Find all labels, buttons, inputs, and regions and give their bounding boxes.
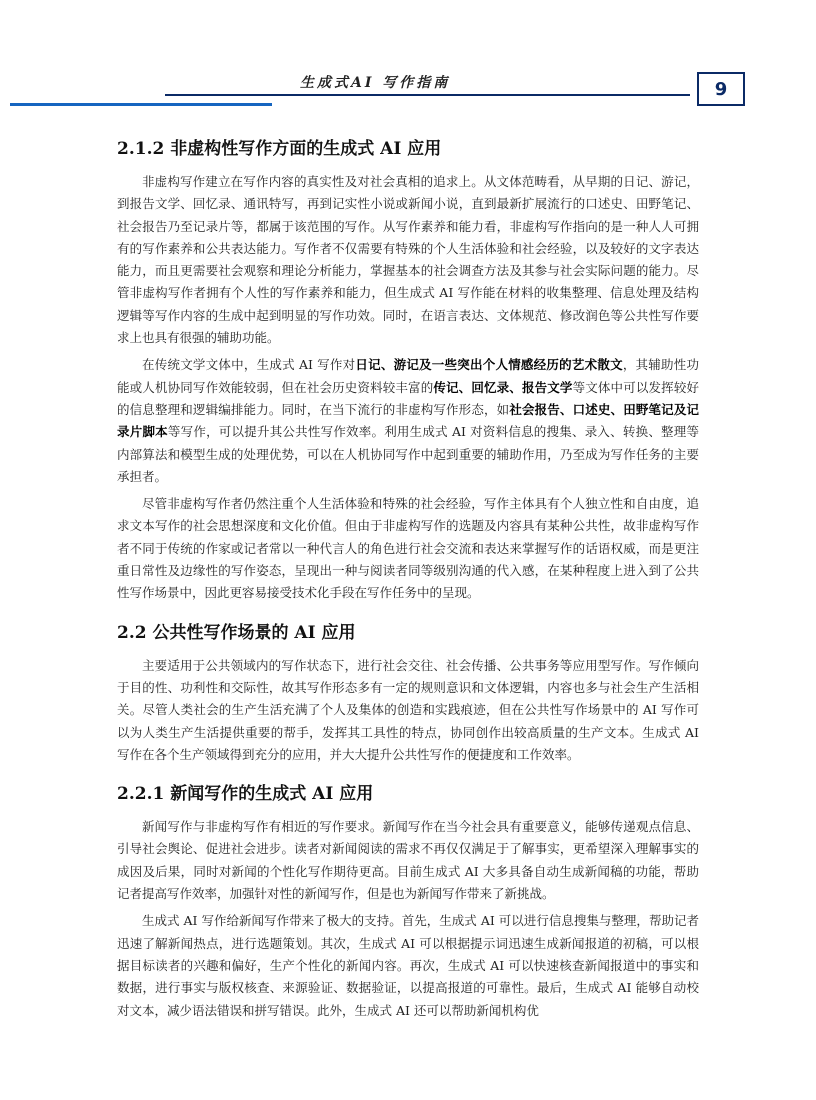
emphasis-text: 社会报告、口述史、田野笔记及记录片脚本 [117, 401, 699, 440]
paragraph-with-emphasis [117, 354, 699, 488]
header-accent-rule [10, 103, 272, 106]
paragraph: 非虚构写作建立在写作内容的真实性及对社会真相的追求上。从文体范畴看，从早期的日记、游记，到报告文学、回忆录、通讯特写，再到记实性小说或新闻小说，直到最新扩展流行的口述史、田野笔记、社会报告乃至记录片等，都属于该范围的写作。从写作素养和能力看，非虚构写作指向的是一种人人可拥有的写作素养和公共表达能力。写作者不仅需要有特殊的个人生活体验和社会经验，以及较好的文字表达能力，而且更需要社会观察和理论分析能力，掌握基本的社会调查方法及其参与社会实际问题的能力。尽管非虚构写作者拥有个人性的写作素养和能力，但生成式 AI 写作能在材料的收集整理、信息处理及结构逻辑等写作内容的生成中起到明显的写作功效。同时，在语言表达、文体规范、修改润色等公共性写作要求上也具有很强的辅助功能。 [117, 174, 699, 346]
page-number: 9 [697, 72, 745, 106]
text-run: 等文体中可以发挥较好的信息整理和逻辑编排能力。同时，在当下流行的非虚构写作形态，如 [117, 379, 699, 417]
text-run: 在传统文学文体中，生成式 AI 写作对 [142, 357, 356, 373]
section-heading-2-1-2: 2.1.2 非虚构性写作方面的生成式 AI 应用 [117, 139, 442, 159]
running-title: 生成式AI 写作指南 [300, 75, 451, 91]
paragraph: 主要适用于公共领域内的写作状态下，进行社会交往、社会传播、公共事务等应用型写作。写作倾向于目的性、功利性和交际性，故其写作形态多有一定的规则意识和文体逻辑，内容也多与社会生产生活相关。尽管人类社会的生产生活充满了个人及集体的创造和实践痕迹，但在公共性写作场景中的 AI 写作可以为人类生产生活提供重要的帮手，发挥其工具性的特点，协同创作出较高质量的生产文本。生成式 AI 写作在各个生产领域得到充分的应用，并大大提升公共性写作的便捷度和工作效率。 [117, 657, 699, 762]
paragraph: 新闻写作与非虚构写作有相近的写作要求。新闻写作在当今社会具有重要意义，能够传递观点信息、引导社会舆论、促进社会进步。读者对新闻阅读的需求不再仅仅满足于了解事实，更希望深入理解事实的成因及后果，同时对新闻的个性化写作期待更高。目前生成式 AI 大多具备自动生成新闻稿的功能，帮助记者提高写作效率，加强针对性的新闻写作，但是也为新闻写作带来了新挑战。 [117, 819, 699, 902]
text-run: 等写作，可以提升其公共性写作效率。利用生成式 AI 对资料信息的搜集、录入、转换、整理等内部算法和模型生成的处理优势，可以在人机协同写作中起到重要的辅助作用，乃至成为写作任务的主要承担者。 [117, 424, 699, 484]
emphasis-text: 日记、游记及一些突出个人情感经历的艺术散文 [355, 357, 623, 373]
section-heading-2-2-1: 2.2.1 新闻写作的生成式 AI 应用 [117, 784, 374, 805]
header-rule [165, 94, 690, 96]
paragraph: 尽管非虚构写作者仍然注重个人生活体验和特殊的社会经验，写作主体具有个人独立性和自由度，追求文本写作的社会思想深度和文化价值。但由于非虚构写作的选题及内容具有某种公共性，故非虚构写作者不同于传统的作家或记者常以一种代言人的角色进行社会交流和表达来掌握写作的话语权威，而是更注重日常性及边缘性的写作姿态，呈现出一种与阅读者同等级别沟通的代入感，在某种程度上进入到了公共性写作场景中，因此更容易接受技术化手段在写作任务中的呈现。 [117, 496, 699, 601]
page-body [117, 125, 699, 1027]
paragraph: 生成式 AI 写作给新闻写作带来了极大的支持。首先，生成式 AI 可以进行信息搜集与整理，帮助记者迅速了解新闻热点，进行选题策划。其次，生成式 AI 可以根据提示词迅速生成新闻报道的初稿，可以根据目标读者的兴趣和偏好，生产个性化的新闻内容。再次，生成式 AI 可以快速核查新闻报道中的事实和数据，进行事实与版权核查、来源验证、数据验证，以提高报道的可靠性。最后，生成式 AI 能够自动校对文本，减少语法错误和拼写错误。此外，生成式 AI 还可以帮助新闻机构优 [117, 913, 699, 1018]
text-run: ，其辅助性功能或人机协同写作效能较弱，但在社会历史资料较丰富的 [117, 357, 699, 395]
emphasis-text: 传记、回忆录、报告文学 [433, 379, 573, 395]
section-heading-2-2: 2.2 公共性写作场景的 AI 应用 [117, 622, 356, 643]
